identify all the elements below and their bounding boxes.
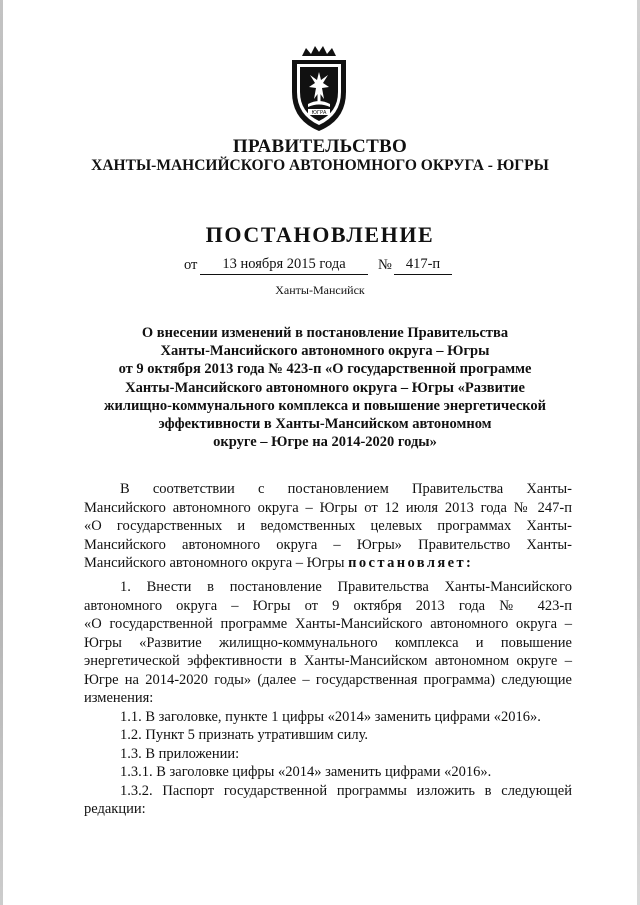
subject-line: О внесении изменений в постановление Правительства xyxy=(141,325,509,341)
document-number: 417-п xyxy=(394,256,452,275)
preamble-line: Мансийского автономного округа – Югры от 12 июля 2013 года № 247-п xyxy=(84,499,572,516)
resolution-item-line: автономного округа – Югры от 9 октября 2013 года № 423-п xyxy=(84,597,572,614)
resolution-item-line: Югры «Развитие жилищно-коммунального комплекса и повышение xyxy=(84,634,572,651)
resolution-item-line: Югре на 2014-2020 годы» (далее – государственная программа) следующие xyxy=(84,671,572,688)
subject-line: от 9 октября 2013 года № 423-п «О государственной программе xyxy=(118,361,532,378)
subject-line: Ханты-Мансийского автономного округа – Югры «Развитие xyxy=(125,379,525,396)
resolution-item-line: «О государственной программе Ханты-Мансийского автономного округа – xyxy=(84,616,572,632)
resolution-items xyxy=(84,578,572,819)
resolution-item-line: 1.3.2. Паспорт государственной программы изложить в следующей xyxy=(120,782,572,799)
subject-line: Ханты-Мансийского автономного округа – Югры xyxy=(160,343,490,360)
subject-line: округе – Югре на 2014-2020 годы» xyxy=(213,434,437,451)
emblem-label: ЮГРА xyxy=(311,110,327,116)
resolution-item-line: энергетической эффективности в Ханты-Мансийском автономном округе – xyxy=(84,653,572,669)
government-region: ХАНТЫ-МАНСИЙСКОГО АВТОНОМНОГО ОКРУГА - ЮГРЫ xyxy=(91,157,549,174)
resolves-keyword: постановляет: xyxy=(348,555,474,571)
preamble-line: Мансийского автономного округа – Югры» Правительство Ханты- xyxy=(84,536,572,553)
preamble-line-text: Мансийского автономного округа – Югры xyxy=(84,555,345,571)
resolution-item-line: 1.3.1. В заголовке цифры «2014» заменить цифрами «2016». xyxy=(120,764,492,780)
issue-city: Ханты-Мансийск xyxy=(275,283,365,297)
resolution-item-line: 1.2. Пункт 5 признать утратившим силу. xyxy=(120,727,369,743)
document-type-title: ПОСТАНОВЛЕНИЕ xyxy=(205,222,435,247)
subject-line: жилищно-коммунального комплекса и повышение энергетической xyxy=(103,397,547,414)
date-number-line xyxy=(0,256,640,276)
resolution-item-line: 1. Внести в постановление Правительства Ханты-Мансийского xyxy=(120,579,572,595)
document-date: 13 ноября 2015 года xyxy=(200,256,368,275)
preamble-last-line xyxy=(84,554,572,573)
preamble-line: «О государственных и ведомственных целевых программах Ханты- xyxy=(84,518,572,534)
government-title: ПРАВИТЕЛЬСТВО xyxy=(232,136,408,157)
resolution-item-line: 1.1. В заголовке, пункте 1 цифры «2014» заменить цифрами «2016». xyxy=(120,708,541,725)
resolution-item-line: 1.3. В приложении: xyxy=(120,745,240,762)
resolution-item-line: изменения: xyxy=(84,690,154,706)
document-subject xyxy=(80,324,570,451)
date-prefix: от xyxy=(184,257,198,273)
number-sign: № xyxy=(378,257,392,273)
subject-line: эффективности в Ханты-Мансийском автономном xyxy=(158,416,492,433)
preamble-paragraph xyxy=(84,480,572,573)
preamble-line: В соответствии с постановлением Правительства Ханты- xyxy=(120,481,572,497)
resolution-item-line: редакции: xyxy=(84,801,146,817)
coat-of-arms-emblem xyxy=(288,44,350,134)
